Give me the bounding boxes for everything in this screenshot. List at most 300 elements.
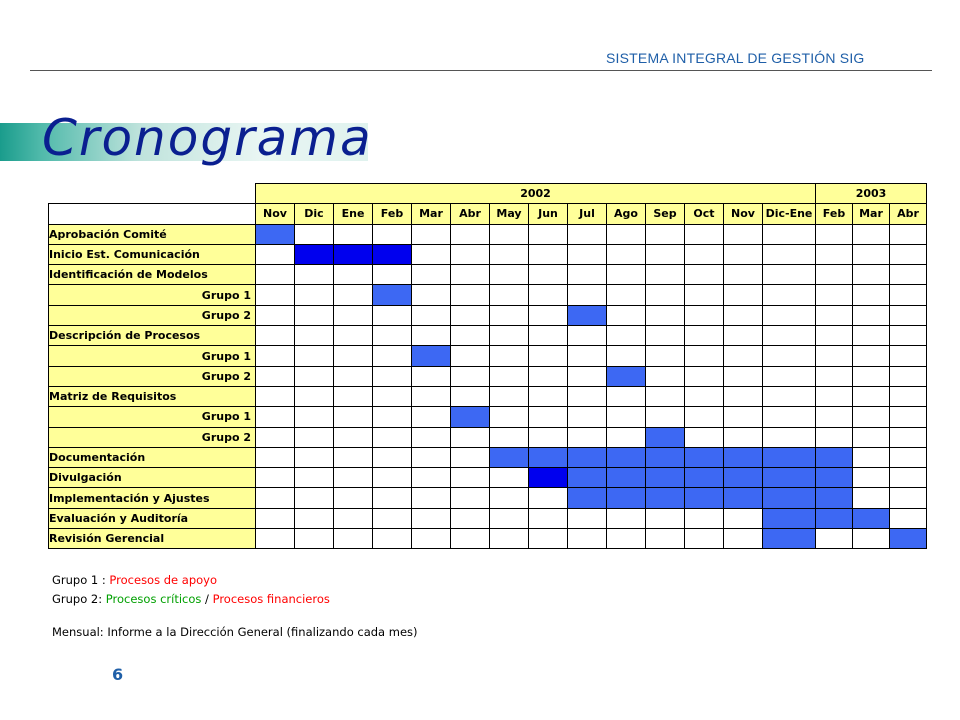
gantt-cell	[763, 224, 816, 244]
gantt-bar-cell	[607, 488, 646, 508]
gantt-cell	[763, 366, 816, 386]
task-row	[49, 407, 927, 427]
gantt-cell	[529, 529, 568, 549]
gantt-bar-cell	[724, 468, 763, 488]
gantt-cell	[256, 244, 295, 264]
gantt-bar-cell	[607, 447, 646, 467]
gantt-bar-cell	[763, 468, 816, 488]
legend-monthly: Mensual: Informe a la Dirección General (finalizando cada mes)	[52, 625, 418, 639]
gantt-cell	[451, 285, 490, 305]
month-header: Mar	[412, 204, 451, 224]
gantt-bar-cell	[412, 346, 451, 366]
gantt-cell	[373, 427, 412, 447]
activity-header	[49, 204, 256, 224]
legend-group2-prefix: Grupo 2:	[52, 592, 106, 606]
gantt-cell	[724, 508, 763, 528]
task-row	[49, 386, 927, 406]
gantt-cell	[529, 366, 568, 386]
gantt-cell	[607, 529, 646, 549]
gantt-cell	[853, 224, 890, 244]
gantt-bar-cell	[724, 488, 763, 508]
gantt-cell	[607, 224, 646, 244]
gantt-cell	[451, 508, 490, 528]
gantt-bar-cell	[816, 468, 853, 488]
gantt-cell	[763, 265, 816, 285]
gantt-cell	[853, 244, 890, 264]
task-row	[49, 529, 927, 549]
legend-group1	[52, 573, 217, 587]
legend-group1-text: Procesos de apoyo	[109, 573, 217, 587]
gantt-cell	[334, 285, 373, 305]
gantt-cell	[373, 447, 412, 467]
header-divider	[30, 70, 932, 71]
gantt-cell	[646, 265, 685, 285]
gantt-cell	[890, 326, 927, 346]
gantt-bar-cell	[646, 468, 685, 488]
task-label: Implementación y Ajustes	[49, 488, 256, 508]
gantt-cell	[685, 224, 724, 244]
gantt-cell	[853, 285, 890, 305]
gantt-cell	[412, 386, 451, 406]
gantt-cell	[451, 224, 490, 244]
gantt-bar-cell	[568, 447, 607, 467]
gantt-cell	[890, 468, 927, 488]
gantt-cell	[412, 468, 451, 488]
gantt-cell	[334, 508, 373, 528]
gantt-bar-cell	[646, 427, 685, 447]
gantt-cell	[451, 326, 490, 346]
gantt-cell	[816, 407, 853, 427]
task-label: Grupo 2	[49, 366, 256, 386]
blank-corner	[49, 184, 256, 204]
gantt-cell	[256, 529, 295, 549]
gantt-cell	[295, 427, 334, 447]
gantt-cell	[646, 326, 685, 346]
legend-group1-prefix: Grupo 1 :	[52, 573, 110, 587]
gantt-bar-cell	[568, 468, 607, 488]
gantt-cell	[724, 224, 763, 244]
gantt-cell	[763, 305, 816, 325]
month-header: Nov	[724, 204, 763, 224]
gantt-bar-cell	[816, 488, 853, 508]
gantt-cell	[451, 427, 490, 447]
gantt-bar-cell	[295, 244, 334, 264]
gantt-bar-cell	[529, 468, 568, 488]
gantt-bar-cell	[373, 285, 412, 305]
gantt-cell	[816, 529, 853, 549]
gantt-cell	[256, 468, 295, 488]
gantt-cell	[607, 305, 646, 325]
gantt-table	[48, 183, 927, 549]
gantt-cell	[412, 305, 451, 325]
month-header: Ene	[334, 204, 373, 224]
gantt-cell	[724, 265, 763, 285]
gantt-cell	[646, 244, 685, 264]
task-label: Grupo 1	[49, 285, 256, 305]
gantt-cell	[373, 468, 412, 488]
task-row	[49, 244, 927, 264]
gantt-cell	[295, 508, 334, 528]
gantt-cell	[373, 305, 412, 325]
gantt-cell	[490, 488, 529, 508]
gantt-cell	[763, 427, 816, 447]
gantt-cell	[890, 386, 927, 406]
gantt-cell	[529, 346, 568, 366]
gantt-cell	[529, 285, 568, 305]
gantt-cell	[724, 427, 763, 447]
gantt-cell	[295, 407, 334, 427]
gantt-cell	[890, 305, 927, 325]
year-header-2002: 2002	[256, 184, 816, 204]
gantt-bar-cell	[373, 244, 412, 264]
task-label: Descripción de Procesos	[49, 326, 256, 346]
gantt-cell	[412, 447, 451, 467]
gantt-cell	[853, 366, 890, 386]
gantt-cell	[295, 366, 334, 386]
gantt-bar-cell	[763, 447, 816, 467]
gantt-cell	[373, 224, 412, 244]
gantt-cell	[256, 366, 295, 386]
gantt-cell	[334, 265, 373, 285]
gantt-cell	[334, 529, 373, 549]
gantt-cell	[490, 305, 529, 325]
gantt-bar-cell	[451, 407, 490, 427]
gantt-cell	[816, 386, 853, 406]
gantt-cell	[853, 326, 890, 346]
gantt-cell	[412, 529, 451, 549]
gantt-bar-cell	[568, 488, 607, 508]
task-label: Aprobación Comité	[49, 224, 256, 244]
gantt-bar-cell	[646, 488, 685, 508]
gantt-cell	[490, 508, 529, 528]
gantt-cell	[451, 305, 490, 325]
gantt-cell	[256, 508, 295, 528]
gantt-cell	[646, 366, 685, 386]
slide-title: Cronograma	[42, 109, 373, 167]
gantt-cell	[490, 386, 529, 406]
gantt-bar-cell	[529, 447, 568, 467]
gantt-cell	[256, 488, 295, 508]
gantt-cell	[334, 224, 373, 244]
gantt-cell	[890, 285, 927, 305]
gantt-cell	[816, 346, 853, 366]
gantt-cell	[256, 346, 295, 366]
gantt-cell	[412, 407, 451, 427]
gantt-cell	[853, 427, 890, 447]
gantt-cell	[763, 285, 816, 305]
gantt-cell	[763, 326, 816, 346]
year-header-2003: 2003	[816, 184, 927, 204]
legend-group2-critical: Procesos críticos	[105, 592, 202, 606]
gantt-cell	[334, 366, 373, 386]
task-label: Documentación	[49, 447, 256, 467]
gantt-cell	[685, 366, 724, 386]
gantt-bar-cell	[816, 447, 853, 467]
task-label: Evaluación y Auditoría	[49, 508, 256, 528]
gantt-cell	[763, 346, 816, 366]
gantt-cell	[529, 508, 568, 528]
gantt-cell	[724, 366, 763, 386]
month-header: Abr	[890, 204, 927, 224]
gantt-cell	[412, 285, 451, 305]
gantt-bar-cell	[685, 468, 724, 488]
task-row	[49, 488, 927, 508]
gantt-cell	[763, 386, 816, 406]
gantt-cell	[890, 224, 927, 244]
gantt-cell	[685, 427, 724, 447]
gantt-cell	[568, 224, 607, 244]
gantt-cell	[451, 447, 490, 467]
gantt-cell	[451, 386, 490, 406]
gantt-cell	[490, 468, 529, 488]
gantt-cell	[890, 366, 927, 386]
gantt-cell	[334, 468, 373, 488]
gantt-cell	[724, 244, 763, 264]
gantt-cell	[256, 326, 295, 346]
year-row	[49, 184, 927, 204]
gantt-cell	[890, 427, 927, 447]
gantt-cell	[685, 529, 724, 549]
gantt-cell	[295, 224, 334, 244]
task-label: Grupo 1	[49, 407, 256, 427]
month-header: Mar	[853, 204, 890, 224]
gantt-cell	[724, 386, 763, 406]
gantt-bar-cell	[763, 508, 816, 528]
month-header: Oct	[685, 204, 724, 224]
gantt-cell	[724, 529, 763, 549]
gantt-cell	[256, 427, 295, 447]
gantt-cell	[412, 488, 451, 508]
gantt-cell	[412, 265, 451, 285]
task-label: Divulgación	[49, 468, 256, 488]
gantt-cell	[490, 366, 529, 386]
gantt-cell	[685, 508, 724, 528]
gantt-cell	[373, 326, 412, 346]
gantt-cell	[373, 265, 412, 285]
gantt-cell	[529, 427, 568, 447]
gantt-cell	[724, 346, 763, 366]
gantt-cell	[853, 346, 890, 366]
gantt-cell	[853, 529, 890, 549]
gantt-cell	[490, 346, 529, 366]
gantt-cell	[685, 305, 724, 325]
gantt-cell	[490, 285, 529, 305]
gantt-cell	[373, 529, 412, 549]
gantt-cell	[295, 447, 334, 467]
gantt-cell	[568, 366, 607, 386]
task-row	[49, 224, 927, 244]
gantt-cell	[646, 285, 685, 305]
gantt-cell	[724, 285, 763, 305]
gantt-bar-cell	[816, 508, 853, 528]
gantt-cell	[607, 427, 646, 447]
gantt-cell	[529, 224, 568, 244]
gantt-cell	[373, 366, 412, 386]
gantt-cell	[334, 407, 373, 427]
gantt-cell	[685, 386, 724, 406]
gantt-cell	[646, 529, 685, 549]
gantt-cell	[816, 427, 853, 447]
gantt-cell	[529, 265, 568, 285]
gantt-cell	[412, 366, 451, 386]
gantt-cell	[724, 407, 763, 427]
gantt-cell	[816, 326, 853, 346]
gantt-cell	[334, 447, 373, 467]
month-header: May	[490, 204, 529, 224]
task-row	[49, 346, 927, 366]
task-row	[49, 305, 927, 325]
gantt-cell	[607, 407, 646, 427]
gantt-cell	[295, 529, 334, 549]
gantt-cell	[646, 508, 685, 528]
gantt-cell	[568, 386, 607, 406]
gantt-cell	[607, 244, 646, 264]
month-header: Dic	[295, 204, 334, 224]
gantt-cell	[295, 488, 334, 508]
gantt-cell	[295, 468, 334, 488]
gantt-cell	[607, 326, 646, 346]
month-header: Sep	[646, 204, 685, 224]
gantt-bar-cell	[607, 366, 646, 386]
gantt-cell	[295, 386, 334, 406]
month-header: Ago	[607, 204, 646, 224]
month-header: Abr	[451, 204, 490, 224]
legend-group2-financial: Procesos financieros	[212, 592, 330, 606]
gantt-cell	[763, 407, 816, 427]
gantt-cell	[256, 447, 295, 467]
gantt-cell	[256, 386, 295, 406]
gantt-cell	[295, 285, 334, 305]
task-label: Identificación de Modelos	[49, 265, 256, 285]
gantt-bar-cell	[646, 447, 685, 467]
month-header: Jul	[568, 204, 607, 224]
gantt-cell	[890, 488, 927, 508]
task-label: Grupo 1	[49, 346, 256, 366]
gantt-cell	[256, 265, 295, 285]
gantt-cell	[646, 305, 685, 325]
gantt-cell	[853, 447, 890, 467]
gantt-cell	[373, 346, 412, 366]
gantt-cell	[373, 407, 412, 427]
gantt-cell	[607, 508, 646, 528]
gantt-cell	[295, 346, 334, 366]
legend-group2-separator: /	[201, 592, 213, 606]
gantt-cell	[568, 407, 607, 427]
gantt-cell	[568, 346, 607, 366]
gantt-cell	[334, 427, 373, 447]
gantt-cell	[490, 244, 529, 264]
gantt-cell	[816, 366, 853, 386]
header-title: SISTEMA INTEGRAL DE GESTIÓN SIG	[606, 50, 865, 66]
gantt-cell	[451, 468, 490, 488]
task-label: Revisión Gerencial	[49, 529, 256, 549]
gantt-bar-cell	[607, 468, 646, 488]
gantt-cell	[412, 326, 451, 346]
gantt-cell	[451, 265, 490, 285]
gantt-bar-cell	[724, 447, 763, 467]
gantt-cell	[646, 407, 685, 427]
gantt-cell	[451, 529, 490, 549]
gantt-cell	[816, 265, 853, 285]
month-header: Feb	[373, 204, 412, 224]
gantt-cell	[412, 244, 451, 264]
gantt-cell	[412, 427, 451, 447]
task-label: Inicio Est. Comunicación	[49, 244, 256, 264]
gantt-cell	[890, 508, 927, 528]
gantt-cell	[529, 326, 568, 346]
gantt-cell	[490, 265, 529, 285]
gantt-cell	[412, 224, 451, 244]
gantt-cell	[890, 265, 927, 285]
gantt-cell	[607, 346, 646, 366]
gantt-cell	[724, 305, 763, 325]
gantt-cell	[451, 244, 490, 264]
gantt-cell	[529, 386, 568, 406]
gantt-cell	[334, 386, 373, 406]
gantt-cell	[685, 285, 724, 305]
gantt-cell	[568, 529, 607, 549]
task-row	[49, 265, 927, 285]
gantt-cell	[816, 224, 853, 244]
legend-group2	[52, 592, 330, 606]
gantt-cell	[853, 386, 890, 406]
gantt-cell	[412, 508, 451, 528]
task-row	[49, 427, 927, 447]
gantt-cell	[490, 427, 529, 447]
gantt-bar-cell	[853, 508, 890, 528]
page-number: 6	[112, 665, 124, 684]
task-row	[49, 366, 927, 386]
task-label: Matriz de Requisitos	[49, 386, 256, 406]
task-label: Grupo 2	[49, 305, 256, 325]
gantt-cell	[373, 488, 412, 508]
month-header: Nov	[256, 204, 295, 224]
gantt-cell	[853, 305, 890, 325]
gantt-cell	[529, 488, 568, 508]
gantt-cell	[853, 407, 890, 427]
gantt-cell	[373, 386, 412, 406]
gantt-cell	[256, 305, 295, 325]
gantt-cell	[685, 244, 724, 264]
task-row	[49, 326, 927, 346]
gantt-cell	[890, 244, 927, 264]
gantt-bar-cell	[334, 244, 373, 264]
gantt-cell	[685, 326, 724, 346]
gantt-cell	[607, 285, 646, 305]
gantt-cell	[295, 265, 334, 285]
gantt-cell	[685, 265, 724, 285]
gantt-cell	[816, 305, 853, 325]
gantt-cell	[490, 326, 529, 346]
gantt-bar-cell	[763, 488, 816, 508]
gantt-cell	[451, 366, 490, 386]
task-row	[49, 285, 927, 305]
gantt-cell	[568, 244, 607, 264]
gantt-bar-cell	[763, 529, 816, 549]
gantt-cell	[334, 488, 373, 508]
month-row	[49, 204, 927, 224]
gantt-bar-cell	[890, 529, 927, 549]
gantt-cell	[490, 407, 529, 427]
gantt-cell	[568, 265, 607, 285]
gantt-cell	[334, 305, 373, 325]
gantt-cell	[373, 508, 412, 528]
gantt-cell	[295, 305, 334, 325]
month-header: Jun	[529, 204, 568, 224]
gantt-bar-cell	[256, 224, 295, 244]
gantt-cell	[890, 346, 927, 366]
task-row	[49, 508, 927, 528]
